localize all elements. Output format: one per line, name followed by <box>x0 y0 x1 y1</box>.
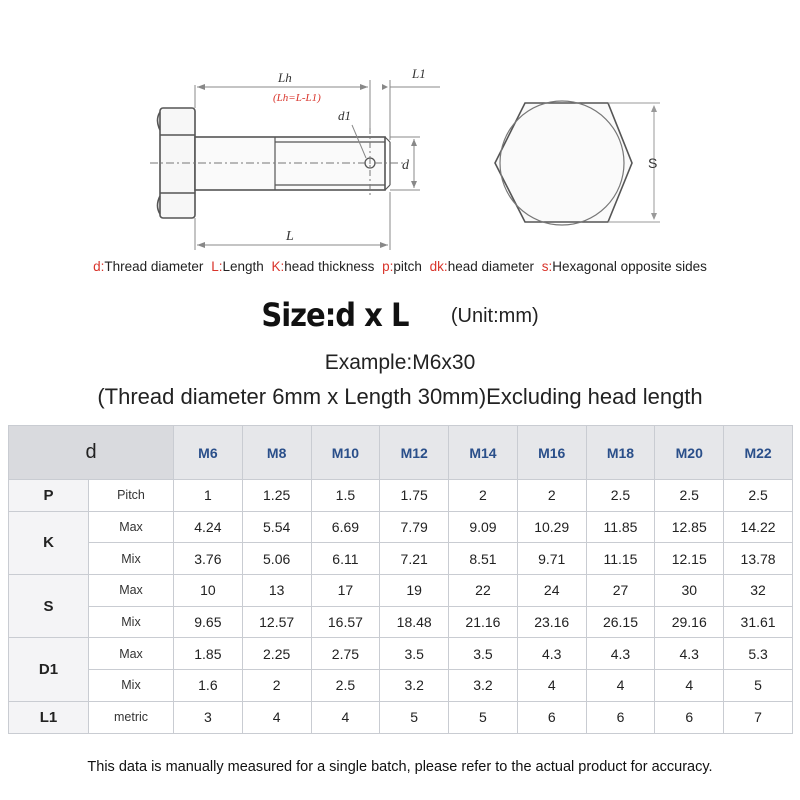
label-l1: L1 <box>412 66 426 81</box>
legend-text: Thread diameter <box>104 259 204 274</box>
value-cell: 12.57 <box>242 606 311 638</box>
value-cell: 6.11 <box>311 543 380 575</box>
sub-label-cell: Pitch <box>89 480 174 512</box>
size-header: M8 <box>242 426 311 480</box>
sub-label-cell: Max <box>89 511 174 543</box>
size-header: M10 <box>311 426 380 480</box>
disclaimer-footer: This data is manually measured for a single batch, please refer to the actual product for accuracy. <box>87 759 713 775</box>
value-cell: 3 <box>174 701 243 733</box>
table-row <box>9 606 793 638</box>
sub-label-cell: Max <box>89 575 174 607</box>
value-cell: 22 <box>449 575 518 607</box>
value-cell: 6.69 <box>311 511 380 543</box>
value-cell: 4 <box>655 670 724 702</box>
value-cell: 5.06 <box>242 543 311 575</box>
value-cell: 30 <box>655 575 724 607</box>
label-lh: Lh <box>278 70 292 85</box>
value-cell: 3.5 <box>449 638 518 670</box>
table-row <box>9 511 793 543</box>
legend <box>0 259 800 274</box>
size-header: M16 <box>517 426 586 480</box>
value-cell: 2.5 <box>311 670 380 702</box>
value-cell: 9.71 <box>517 543 586 575</box>
table-row <box>9 638 793 670</box>
example-text: Example:M6x30 <box>324 351 476 374</box>
value-cell: 11.85 <box>586 511 655 543</box>
value-cell: 19 <box>380 575 449 607</box>
value-cell: 3.2 <box>449 670 518 702</box>
value-cell: 1.6 <box>174 670 243 702</box>
value-cell: 14.22 <box>724 511 793 543</box>
value-cell: 2.75 <box>311 638 380 670</box>
value-cell: 9.09 <box>449 511 518 543</box>
value-cell: 12.85 <box>655 511 724 543</box>
size-header: M20 <box>655 426 724 480</box>
value-cell: 4.3 <box>655 638 724 670</box>
param-cell: K <box>9 511 89 574</box>
value-cell: 2.5 <box>724 480 793 512</box>
sub-label-cell: Mix <box>89 543 174 575</box>
unit-label: (Unit:mm) <box>450 305 539 327</box>
value-cell: 16.57 <box>311 606 380 638</box>
value-cell: 5 <box>380 701 449 733</box>
value-cell: 8.51 <box>449 543 518 575</box>
size-heading <box>0 298 800 332</box>
value-cell: 1.85 <box>174 638 243 670</box>
value-cell: 27 <box>586 575 655 607</box>
legend-key: d: <box>93 259 105 274</box>
label-lh-formula: (Lh=L-L1) <box>273 92 321 104</box>
value-cell: 2.5 <box>586 480 655 512</box>
value-cell: 3.2 <box>380 670 449 702</box>
value-cell: 7.21 <box>380 543 449 575</box>
size-header: M12 <box>380 426 449 480</box>
value-cell: 12.15 <box>655 543 724 575</box>
value-cell: 1 <box>174 480 243 512</box>
value-cell: 1.25 <box>242 480 311 512</box>
sub-label-cell: Max <box>89 638 174 670</box>
legend-text: pitch <box>393 259 422 274</box>
value-cell: 26.15 <box>586 606 655 638</box>
example-explanation: (Thread diameter 6mm x Length 30mm)Excluding head length <box>97 384 703 409</box>
value-cell: 2.5 <box>655 480 724 512</box>
label-d1: d1 <box>338 108 351 123</box>
label-l: L <box>286 229 294 244</box>
value-cell: 5 <box>449 701 518 733</box>
table-row <box>9 701 793 733</box>
size-title: Size:d x L <box>261 296 409 334</box>
value-cell: 2 <box>242 670 311 702</box>
value-cell: 3.5 <box>380 638 449 670</box>
value-cell: 13.78 <box>724 543 793 575</box>
legend-key: dk: <box>429 259 448 274</box>
legend-item <box>542 259 707 274</box>
value-cell: 13 <box>242 575 311 607</box>
table-row <box>9 543 793 575</box>
value-cell: 3.76 <box>174 543 243 575</box>
sub-label-cell: Mix <box>89 606 174 638</box>
value-cell: 5 <box>724 670 793 702</box>
value-cell: 17 <box>311 575 380 607</box>
value-cell: 7.79 <box>380 511 449 543</box>
value-cell: 9.65 <box>174 606 243 638</box>
legend-item <box>93 259 203 274</box>
legend-text: head thickness <box>284 259 375 274</box>
value-cell: 29.16 <box>655 606 724 638</box>
legend-key: p: <box>382 259 394 274</box>
sub-label-cell: metric <box>89 701 174 733</box>
hexagon-end-view <box>495 101 660 225</box>
size-header: M22 <box>724 426 793 480</box>
value-cell: 10 <box>174 575 243 607</box>
legend-item <box>382 259 422 274</box>
spec-table <box>8 425 793 734</box>
value-cell: 4.24 <box>174 511 243 543</box>
param-cell: L1 <box>9 701 89 733</box>
bolt-technical-drawing <box>0 0 800 260</box>
value-cell: 1.75 <box>380 480 449 512</box>
legend-text: Hexagonal opposite sides <box>552 259 707 274</box>
value-cell: 31.61 <box>724 606 793 638</box>
value-cell: 10.29 <box>517 511 586 543</box>
label-d: d <box>402 158 409 173</box>
value-cell: 4 <box>517 670 586 702</box>
value-cell: 2 <box>517 480 586 512</box>
value-cell: 7 <box>724 701 793 733</box>
legend-text: Length <box>222 259 264 274</box>
value-cell: 32 <box>724 575 793 607</box>
value-cell: 1.5 <box>311 480 380 512</box>
value-cell: 6 <box>517 701 586 733</box>
table-row <box>9 670 793 702</box>
size-header: M14 <box>449 426 518 480</box>
value-cell: 11.15 <box>586 543 655 575</box>
value-cell: 5.3 <box>724 638 793 670</box>
value-cell: 4 <box>242 701 311 733</box>
param-cell: S <box>9 575 89 638</box>
value-cell: 5.54 <box>242 511 311 543</box>
param-cell: P <box>9 480 89 512</box>
sub-label-cell: Mix <box>89 670 174 702</box>
value-cell: 6 <box>586 701 655 733</box>
table-header-row <box>9 426 793 480</box>
value-cell: 23.16 <box>517 606 586 638</box>
legend-key: s: <box>541 259 553 274</box>
value-cell: 2.25 <box>242 638 311 670</box>
size-header: M6 <box>174 426 243 480</box>
value-cell: 6 <box>655 701 724 733</box>
table-corner-d: d <box>9 426 174 480</box>
size-header: M18 <box>586 426 655 480</box>
legend-text: head diameter <box>447 259 534 274</box>
legend-item <box>430 259 534 274</box>
value-cell: 4 <box>311 701 380 733</box>
label-s: S <box>648 155 658 171</box>
value-cell: 4.3 <box>517 638 586 670</box>
legend-item <box>272 259 375 274</box>
legend-key: L: <box>211 259 223 274</box>
value-cell: 4 <box>586 670 655 702</box>
table-row <box>9 480 793 512</box>
value-cell: 18.48 <box>380 606 449 638</box>
value-cell: 2 <box>449 480 518 512</box>
param-cell: D1 <box>9 638 89 701</box>
value-cell: 21.16 <box>449 606 518 638</box>
legend-item <box>211 259 264 274</box>
legend-key: K: <box>271 259 285 274</box>
value-cell: 4.3 <box>586 638 655 670</box>
table-row <box>9 575 793 607</box>
value-cell: 24 <box>517 575 586 607</box>
